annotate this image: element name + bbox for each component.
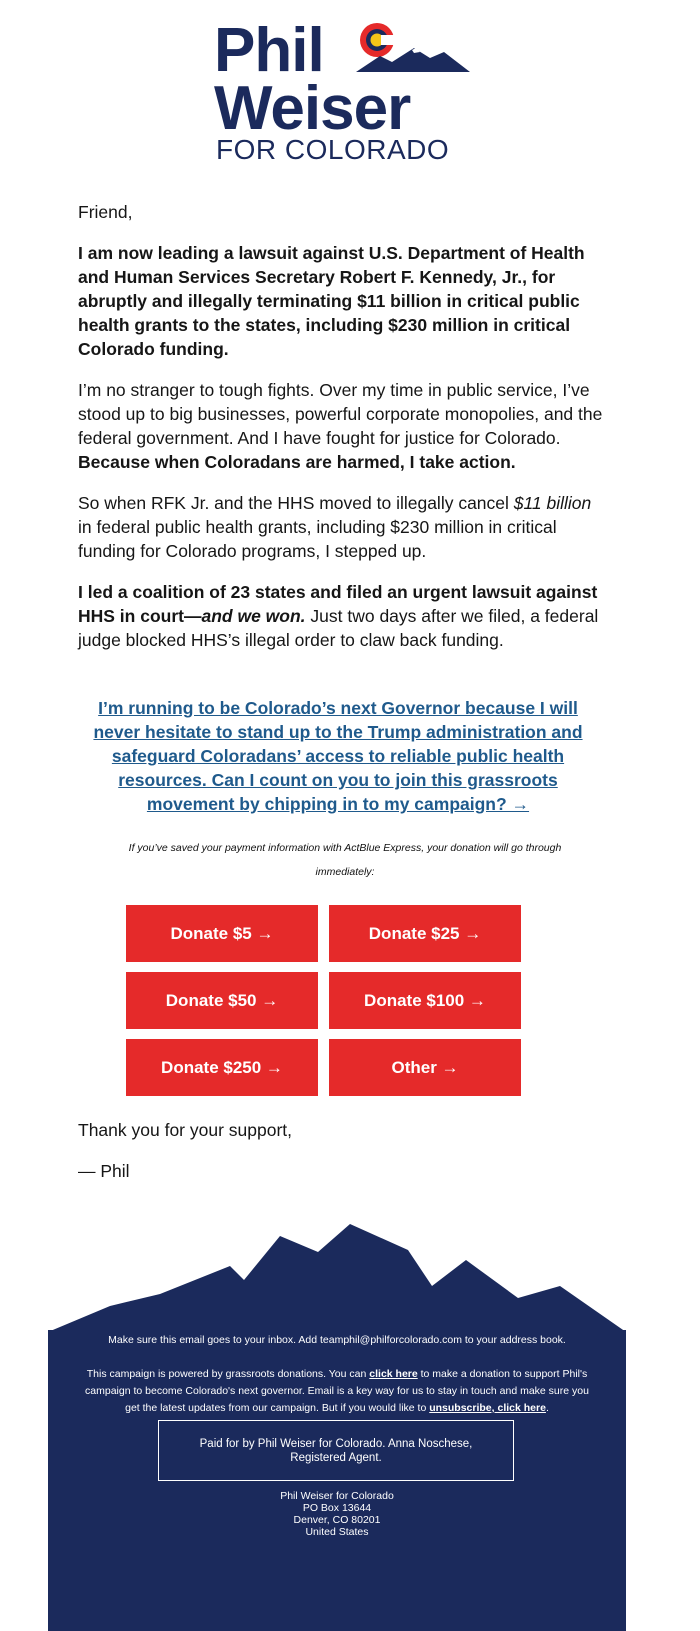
- footer-powered-by: [78, 1366, 596, 1417]
- paragraph-stepped-up-text-b: in federal public health grants, including $230 million in critical funding for Colorado programs, I stepped up.: [78, 517, 557, 561]
- paid-for-text: Paid for by Phil Weiser for Colorado. Anna Noschese, Registered Agent.: [199, 1437, 473, 1464]
- paragraph-lawsuit: [78, 241, 608, 361]
- paragraph-tough-fights-bold: Because when Coloradans are harmed, I take action.: [78, 452, 516, 472]
- paragraph-stepped-up: [78, 491, 608, 563]
- donate-cta-link[interactable]: I’m running to be Colorado’s next Governor because I will never hesitate to stand up to the Trump administration and safeguard Coloradans’ access to reliable public health resources. Can I count on you to join this grassroots movement by chipping in to my campaign? →: [93, 698, 583, 814]
- signature: — Phil: [78, 1161, 130, 1181]
- paragraph-stepped-up-text-a: So when RFK Jr. and the HHS moved to illegally cancel: [78, 493, 514, 513]
- logo-name-last: Weiser: [214, 74, 411, 143]
- footer-donate-link[interactable]: click here: [369, 1368, 418, 1380]
- paid-for-disclaimer: [158, 1420, 514, 1481]
- unsubscribe-link[interactable]: unsubscribe, click here: [429, 1402, 546, 1414]
- paragraph-coalition-bold-italic: and we won.: [201, 606, 306, 626]
- paragraph-tough-fights: [78, 378, 608, 474]
- address-line-4: United States: [305, 1526, 369, 1538]
- footer-powered-text-a: This campaign is powered by grassroots donations. You can: [86, 1368, 370, 1380]
- address-line-3: Denver, CO 80201: [293, 1514, 381, 1526]
- address-line-2: PO Box 13644: [302, 1502, 372, 1514]
- actblue-express-note: If you’ve saved your payment information with ActBlue Express, your donation will go through immediately:: [128, 842, 562, 878]
- paragraph-coalition: [78, 580, 608, 652]
- footer-powered-text-b: to make a donation to support Phil's campaign to become Colorado's next governor. Email is a key way for us to stay in touch and make sure you get the latest updates from our campaign. But if you would like to: [85, 1368, 589, 1414]
- footer-powered-text-c: .: [545, 1402, 549, 1414]
- mailing-address: [48, 1490, 626, 1538]
- donate-250-button[interactable]: Donate $250 →: [126, 1039, 318, 1096]
- letter-body: [78, 200, 608, 669]
- donate-25-button[interactable]: Donate $25 →: [329, 905, 521, 962]
- paragraph-coalition-text: Just two days after we filed, a federal judge blocked HHS’s illegal order to claw back funding.: [78, 606, 599, 650]
- donate-other-button[interactable]: Other →: [329, 1039, 521, 1096]
- footer-inbox-note: Make sure this email goes to your inbox. Add teamphil@philforcolorado.com to your address book.: [108, 1334, 566, 1346]
- greeting: Friend,: [78, 202, 133, 222]
- paragraph-lawsuit-text: I am now leading a lawsuit against U.S. Department of Health and Human Services Secretary Robert F. Kennedy, Jr., for abruptly and illegally terminating $11 billion in critical public health grants to the states, including $230 million in critical Colorado funding.: [78, 243, 585, 359]
- donate-5-button[interactable]: Donate $5 →: [126, 905, 318, 962]
- email-footer: [48, 1330, 626, 1631]
- cta-block: [86, 696, 590, 816]
- paragraph-stepped-up-italic: $11 billion: [513, 493, 592, 513]
- donate-50-button[interactable]: Donate $50 →: [126, 972, 318, 1029]
- thank-you-line: Thank you for your support,: [78, 1120, 292, 1140]
- address-line-1: Phil Weiser for Colorado: [280, 1490, 394, 1502]
- signoff: [78, 1118, 608, 1200]
- colorado-c-mountain-icon: [352, 18, 472, 74]
- logo-name-first: Phil: [214, 16, 324, 85]
- donate-100-button[interactable]: Donate $100 →: [329, 972, 521, 1029]
- paragraph-tough-fights-text: I’m no stranger to tough fights. Over my time in public service, I’ve stood up to big businesses, powerful corporate monopolies, and the federal government. And I have fought for justice for Colorado.: [78, 380, 603, 448]
- logo-tagline: FOR COLORADO: [216, 134, 450, 165]
- paragraph-coalition-bold: I led a coalition of 23 states and filed an urgent lawsuit against HHS in court—: [78, 582, 598, 626]
- campaign-logo: [214, 18, 474, 168]
